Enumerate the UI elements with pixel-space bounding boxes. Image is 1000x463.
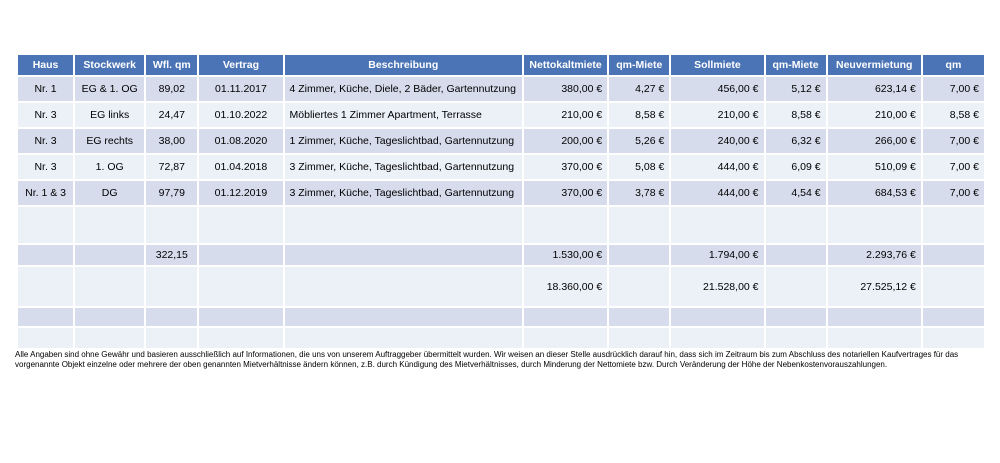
empty-row: [18, 207, 984, 243]
cell-vertrag: 01.08.2020: [199, 129, 282, 153]
cell-neuvermietung: 266,00 €: [828, 129, 921, 153]
header-wohnflaeche: Wfl. qm: [146, 55, 197, 75]
cell-nettokaltmiete: 210,00 €: [524, 103, 607, 127]
cell-qm-neuvermietung: 8,58 €: [923, 103, 984, 127]
cell-qm-miete: 5,26 €: [609, 129, 669, 153]
header-qm-miete: qm-Miete: [609, 55, 669, 75]
cell-vertrag: 01.12.2019: [199, 181, 282, 205]
header-qm-sollmiete: qm-Miete: [766, 55, 826, 75]
cell-qm-sollmiete: 4,54 €: [766, 181, 826, 205]
header-stockwerk: Stockwerk: [75, 55, 144, 75]
total-sollmiete-yearly: 21.528,00 €: [671, 267, 763, 306]
total-nettokaltmiete-yearly: 18.360,00 €: [524, 267, 607, 306]
cell-qm-sollmiete: 8,58 €: [766, 103, 826, 127]
cell-qm-miete: 5,08 €: [609, 155, 669, 179]
cell-neuvermietung: 210,00 €: [828, 103, 921, 127]
cell-beschreibung: Möbliertes 1 Zimmer Apartment, Terrasse: [285, 103, 523, 127]
total-neuvermietung-yearly: 27.525,12 €: [828, 267, 921, 306]
table-row: [18, 155, 984, 179]
cell-vertrag: 01.10.2022: [199, 103, 282, 127]
cell-qm-neuvermietung: 7,00 €: [923, 129, 984, 153]
cell-beschreibung: 3 Zimmer, Küche, Tageslichtbad, Gartennutzung: [285, 181, 523, 205]
total-nettokaltmiete-monthly: 1.530,00 €: [524, 245, 607, 265]
cell-haus: Nr. 1: [18, 77, 73, 101]
header-vertrag: Vertrag: [199, 55, 282, 75]
cell-sollmiete: 240,00 €: [671, 129, 763, 153]
cell-haus: Nr. 3: [18, 129, 73, 153]
cell-wohnflaeche: 72,87: [146, 155, 197, 179]
rent-table: [16, 53, 986, 350]
cell-beschreibung: 3 Zimmer, Küche, Tageslichtbad, Gartennutzung: [285, 155, 523, 179]
cell-qm-neuvermietung: 7,00 €: [923, 77, 984, 101]
header-neuvermietung: Neuvermietung: [828, 55, 921, 75]
cell-vertrag: 01.11.2017: [199, 77, 282, 101]
disclaimer-note: Alle Angaben sind ohne Gewähr und basieren ausschließlich auf Informationen, die uns von unserem Auftraggeber übermittelt wurden. Wir weisen an dieser Stelle ausdrücklich darauf hin, dass sich im Zeitraum bis zum Abschluss des notariellen Kaufvertrages für das vorgenannte Objekt einzelne oder mehrere der oben genannten Mietverhältnisse ändern können, z.B. durch Kündigung des Mietverhältnisses, durch Minderung der Nettomiete bzw. Durch Veränderung der Höhe der Nebenkostenvorauszahlungen.: [15, 350, 959, 369]
cell-haus: Nr. 3: [18, 155, 73, 179]
cell-nettokaltmiete: 380,00 €: [524, 77, 607, 101]
header-haus: Haus: [18, 55, 73, 75]
cell-sollmiete: 210,00 €: [671, 103, 763, 127]
cell-vertrag: 01.04.2018: [199, 155, 282, 179]
cell-stockwerk: DG: [75, 181, 144, 205]
cell-wohnflaeche: 97,79: [146, 181, 197, 205]
cell-stockwerk: EG links: [75, 103, 144, 127]
cell-sollmiete: 444,00 €: [671, 155, 763, 179]
cell-qm-miete: 4,27 €: [609, 77, 669, 101]
header-nettokaltmiete: Nettokaltmiete: [524, 55, 607, 75]
cell-haus: Nr. 3: [18, 103, 73, 127]
monthly-total-row: [18, 245, 984, 265]
empty-row: [18, 328, 984, 348]
total-wohnflaeche: 322,15: [146, 245, 197, 265]
cell-nettokaltmiete: 370,00 €: [524, 181, 607, 205]
header-sollmiete: Sollmiete: [671, 55, 763, 75]
header-row: [18, 55, 984, 75]
cell-neuvermietung: 684,53 €: [828, 181, 921, 205]
cell-wohnflaeche: 89,02: [146, 77, 197, 101]
table-row: [18, 181, 984, 205]
header-qm-neuvermietung: qm: [923, 55, 984, 75]
cell-qm-sollmiete: 5,12 €: [766, 77, 826, 101]
cell-sollmiete: 456,00 €: [671, 77, 763, 101]
header-beschreibung: Beschreibung: [285, 55, 523, 75]
total-sollmiete-monthly: 1.794,00 €: [671, 245, 763, 265]
table-row: [18, 77, 984, 101]
cell-stockwerk: EG rechts: [75, 129, 144, 153]
cell-neuvermietung: 510,09 €: [828, 155, 921, 179]
cell-qm-neuvermietung: 7,00 €: [923, 181, 984, 205]
cell-qm-sollmiete: 6,32 €: [766, 129, 826, 153]
cell-nettokaltmiete: 370,00 €: [524, 155, 607, 179]
cell-beschreibung: 1 Zimmer, Küche, Tageslichtbad, Gartennutzung: [285, 129, 523, 153]
cell-nettokaltmiete: 200,00 €: [524, 129, 607, 153]
cell-qm-neuvermietung: 7,00 €: [923, 155, 984, 179]
cell-wohnflaeche: 38,00: [146, 129, 197, 153]
cell-stockwerk: 1. OG: [75, 155, 144, 179]
cell-haus: Nr. 1 & 3: [18, 181, 73, 205]
cell-neuvermietung: 623,14 €: [828, 77, 921, 101]
yearly-total-row: [18, 267, 984, 306]
cell-stockwerk: EG & 1. OG: [75, 77, 144, 101]
empty-row: [18, 308, 984, 326]
total-neuvermietung-monthly: 2.293,76 €: [828, 245, 921, 265]
cell-qm-miete: 8,58 €: [609, 103, 669, 127]
cell-sollmiete: 444,00 €: [671, 181, 763, 205]
table-row: [18, 103, 984, 127]
cell-beschreibung: 4 Zimmer, Küche, Diele, 2 Bäder, Gartennutzung: [285, 77, 523, 101]
cell-wohnflaeche: 24,47: [146, 103, 197, 127]
cell-qm-miete: 3,78 €: [609, 181, 669, 205]
cell-qm-sollmiete: 6,09 €: [766, 155, 826, 179]
table-row: [18, 129, 984, 153]
